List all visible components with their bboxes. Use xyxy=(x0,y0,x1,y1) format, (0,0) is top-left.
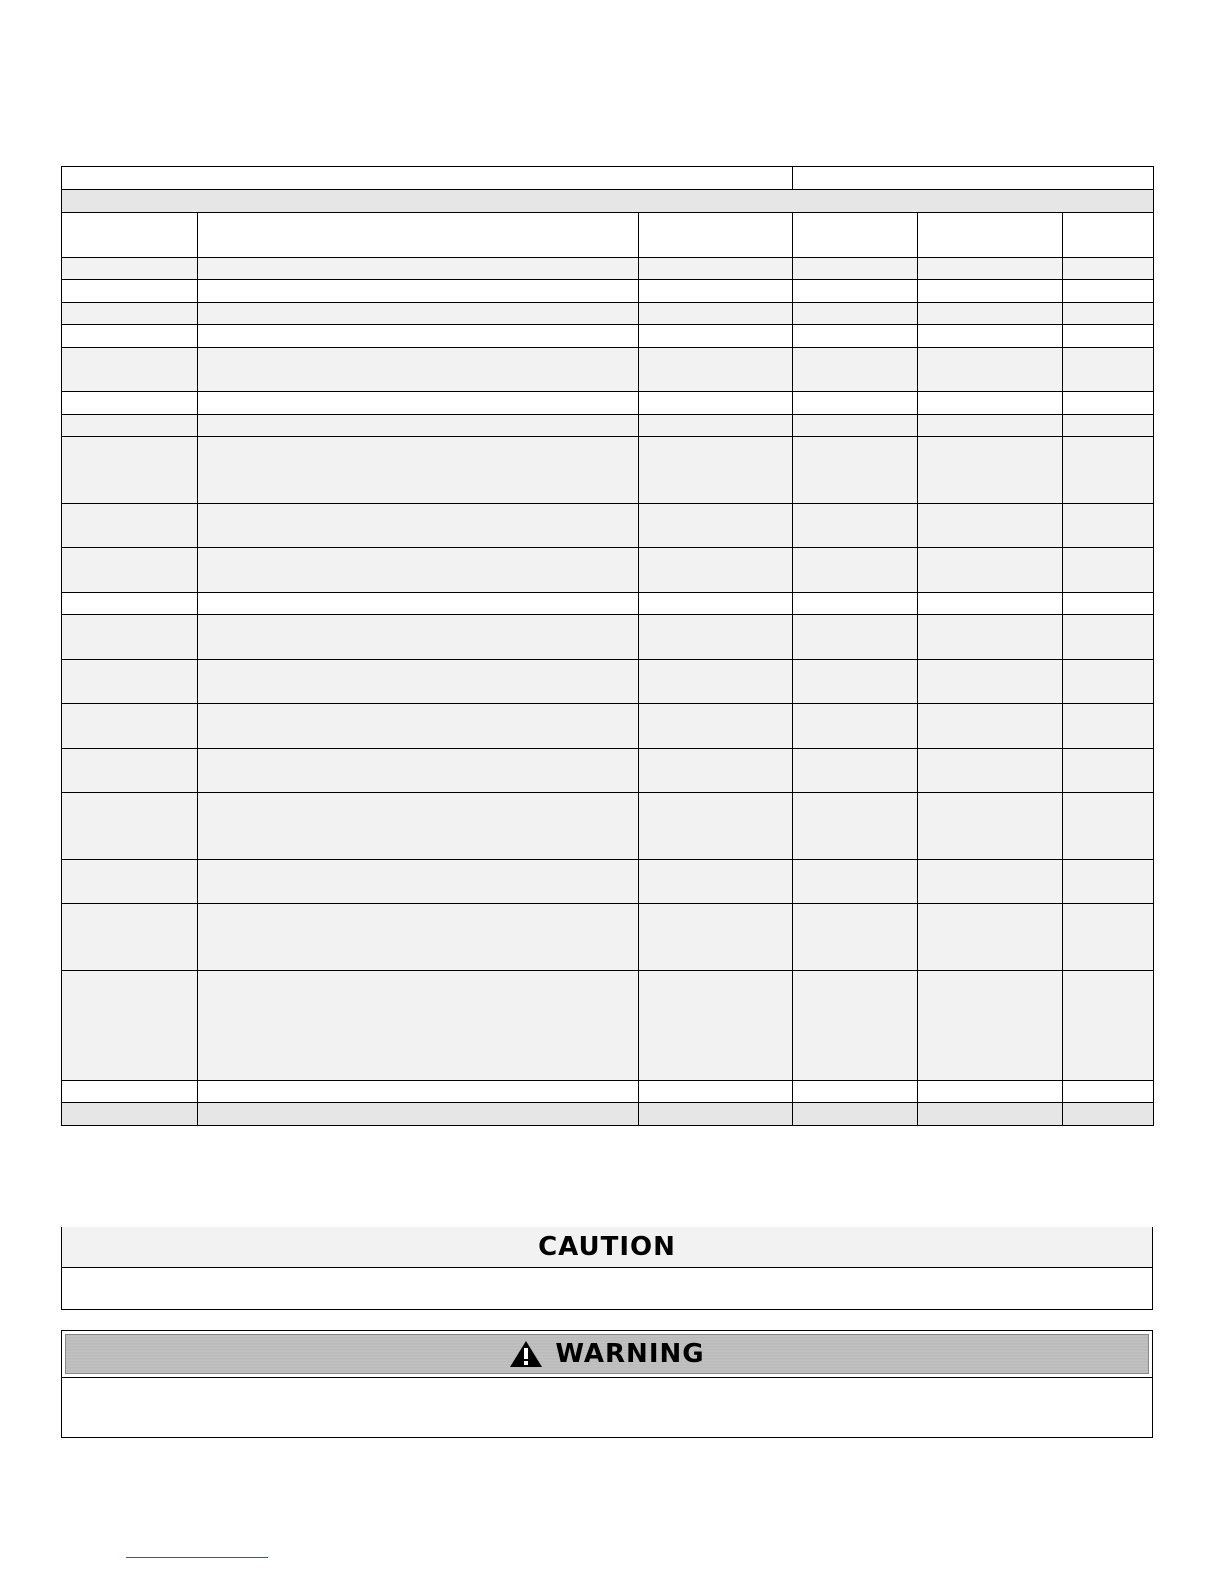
table-row xyxy=(62,437,1154,504)
table-row xyxy=(62,504,1154,548)
table-title-left-cell xyxy=(62,167,793,190)
specification-table xyxy=(61,166,1154,1126)
table-row xyxy=(62,704,1154,749)
header-cell xyxy=(1063,213,1154,258)
table-row xyxy=(62,280,1154,303)
table-row xyxy=(62,793,1154,860)
footer-link-underline[interactable] xyxy=(126,1557,268,1558)
caution-label: CAUTION xyxy=(538,1232,676,1262)
table-row xyxy=(62,258,1154,280)
warning-label: WARNING xyxy=(555,1339,705,1369)
table-row xyxy=(62,303,1154,325)
section-band-cell xyxy=(62,190,1154,213)
table-row xyxy=(62,415,1154,437)
header-cell xyxy=(793,213,918,258)
table-row xyxy=(62,904,1154,971)
table-section-band xyxy=(62,190,1154,213)
table-row xyxy=(62,593,1154,615)
table-row xyxy=(62,548,1154,593)
table-total-row xyxy=(62,1103,1154,1126)
table-row xyxy=(62,749,1154,793)
table-row xyxy=(62,325,1154,348)
table-row xyxy=(62,971,1154,1081)
warning-divider xyxy=(62,1377,1152,1378)
table-row xyxy=(62,615,1154,660)
table-title-row xyxy=(62,167,1154,190)
table-row xyxy=(62,660,1154,704)
warning-header xyxy=(65,1334,1149,1374)
warning-triangle-icon xyxy=(509,1340,543,1368)
table-header-row xyxy=(62,213,1154,258)
header-cell xyxy=(62,213,198,258)
caution-header xyxy=(62,1227,1152,1268)
warning-box xyxy=(61,1330,1153,1438)
caution-box xyxy=(61,1227,1153,1310)
header-cell xyxy=(918,213,1063,258)
header-cell xyxy=(198,213,639,258)
table-row xyxy=(62,392,1154,415)
table-row xyxy=(62,348,1154,392)
table-title-right-cell xyxy=(793,167,1154,190)
table-row xyxy=(62,860,1154,904)
table-row xyxy=(62,1081,1154,1103)
header-cell xyxy=(639,213,793,258)
